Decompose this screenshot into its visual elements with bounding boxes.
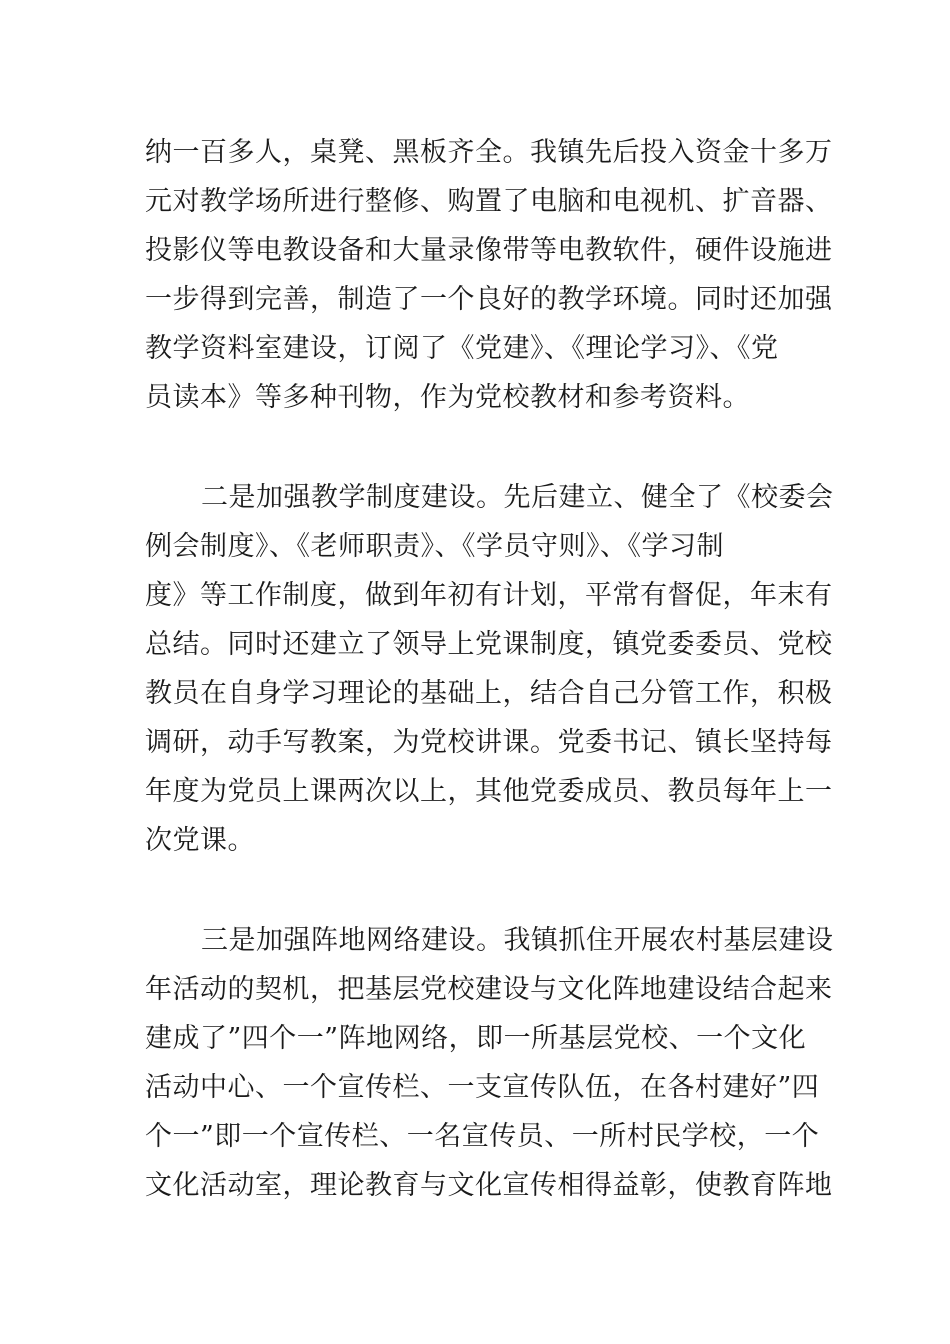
text-line: 教学资料室建设，订阅了《党建》、《理论学习》、《党	[145, 333, 779, 364]
text-line: 建成了”四个一”阵地网络，即一所基层党校、一个文化	[145, 1023, 807, 1054]
paragraph-teaching-system	[145, 473, 834, 865]
text-line: 员读本》等多种刊物，作为党校教材和参考资料。	[145, 382, 750, 413]
text-line: 例会制度》、《老师职责》、《学员守则》、《学习制	[145, 531, 724, 562]
text-line: 文化活动室，理论教育与文化宣传相得益彰，使教育阵地	[145, 1170, 833, 1201]
text-line: 调研，动手写教案，为党校讲课。党委书记、镇长坚持每	[145, 727, 833, 758]
text-line: 总结。同时还建立了领导上党课制度，镇党委委员、党校	[145, 629, 833, 660]
text-line: 个一”即一个宣传栏、一名宣传员、一所村民学校，一个	[145, 1121, 820, 1152]
text-line: 次党课。	[145, 825, 255, 856]
text-line: 度》等工作制度，做到年初有计划，平常有督促，年末有	[145, 580, 833, 611]
text-line: 年度为党员上课两次以上，其他党委成员、教员每年上一	[145, 776, 833, 807]
text-line: 二是加强教学制度建设。先后建立、健全了《校委会	[201, 482, 834, 513]
text-line: 教员在自身学习理论的基础上，结合自己分管工作，积极	[145, 678, 833, 709]
text-line: 年活动的契机，把基层党校建设与文化阵地建设结合起来	[145, 974, 833, 1005]
text-line: 活动中心、一个宣传栏、一支宣传队伍，在各村建好”四	[145, 1072, 820, 1103]
text-line: 元对教学场所进行整修、购置了电脑和电视机、扩音器、	[145, 186, 833, 217]
text-line: 三是加强阵地网络建设。我镇抓住开展农村基层建设	[201, 925, 834, 956]
paragraph-facilities	[145, 128, 833, 422]
text-line: 纳一百多人，桌凳、黑板齐全。我镇先后投入资金十多万	[145, 137, 833, 168]
text-line: 投影仪等电教设备和大量录像带等电教软件，硬件设施进	[145, 235, 833, 266]
text-line: 一步得到完善，制造了一个良好的教学环境。同时还加强	[145, 284, 833, 315]
paragraph-network	[145, 916, 834, 1210]
